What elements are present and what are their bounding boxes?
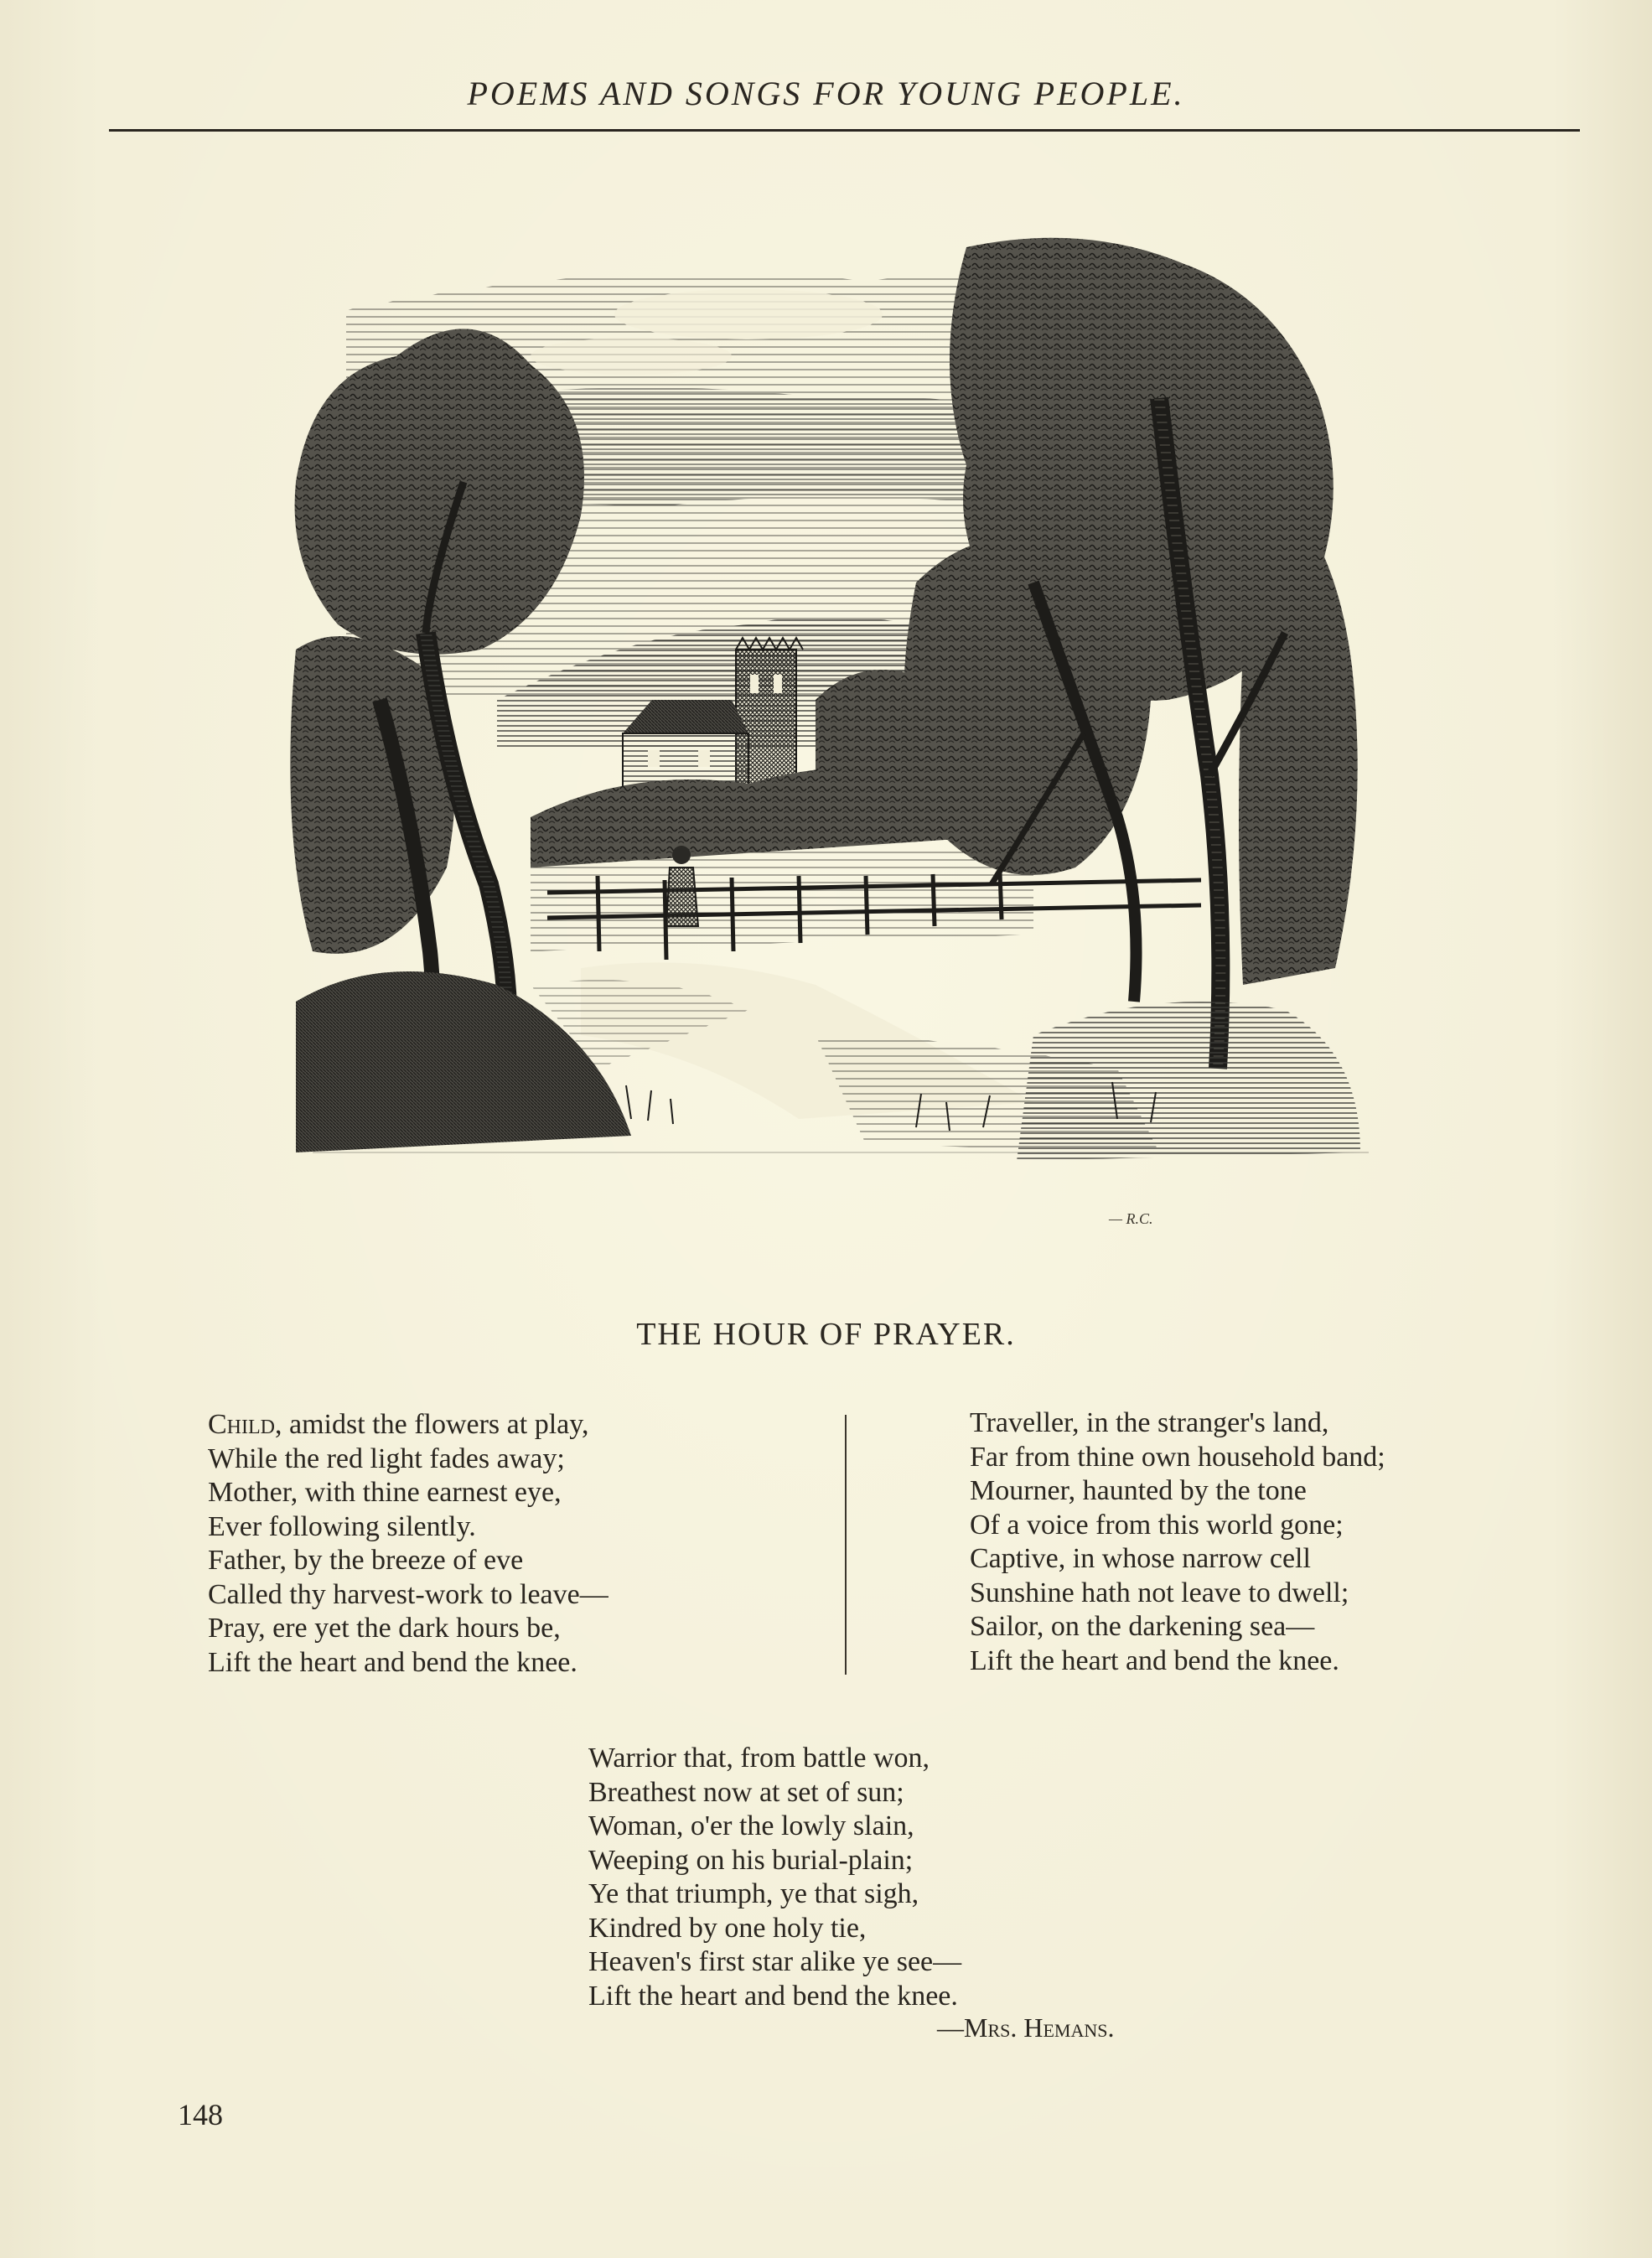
stanza-line: Sunshine hath not leave to dwell; <box>970 1577 1349 1608</box>
stanza-line: Lift the heart and bend the knee. <box>970 1644 1339 1676</box>
stanza-line: While the red light fades away; <box>208 1442 565 1474</box>
stanza-line: Mourner, haunted by the tone <box>970 1475 1307 1506</box>
drop-word: Child, <box>208 1409 282 1440</box>
header-rule <box>109 129 1580 132</box>
engraving-landscape-church-icon <box>279 230 1411 1249</box>
poem-title: THE HOUR OF PRAYER. <box>636 1317 1016 1352</box>
stanza-line: Woman, o'er the lowly slain, <box>588 1810 914 1841</box>
stanza-line: Weeping on his burial-plain; <box>588 1844 914 1876</box>
artist-mark: — R.C. <box>1109 1210 1153 1227</box>
stanza-line: Warrior that, from battle won, <box>588 1743 930 1774</box>
stanza-line: Pray, ere yet the dark hours be, <box>208 1613 561 1644</box>
page-number: 148 <box>178 2098 223 2131</box>
stanza-line: Mother, with thine earnest eye, <box>208 1477 562 1508</box>
stanza-line: Kindred by one holy tie, <box>588 1912 867 1944</box>
stanza-line: Called thy harvest-work to leave— <box>208 1578 608 1610</box>
stanza-line: Traveller, in the stranger's land, <box>970 1407 1329 1438</box>
stanza-line: Ye that triumph, ye that sigh, <box>588 1878 919 1909</box>
stanza-line: Far from thine own household band; <box>970 1441 1385 1473</box>
stanza-line: Of a voice from this world gone; <box>970 1509 1344 1541</box>
stanza-3 <box>588 1742 961 2013</box>
poem-attribution: —Mrs. Hemans. <box>937 2012 1115 2043</box>
stanza-line-rest: amidst the flowers at play, <box>282 1409 589 1440</box>
stanza-line: Father, by the breeze of eve <box>208 1545 524 1576</box>
stanza-1 <box>208 1408 608 1680</box>
column-divider <box>845 1415 847 1675</box>
stanza-line: Heaven's first star alike ye see— <box>588 1946 962 1977</box>
stanza-line <box>208 1408 608 1442</box>
running-head: POEMS AND SONGS FOR YOUNG PEOPLE. <box>467 75 1185 112</box>
stanza-line: Breathest now at set of sun; <box>588 1776 904 1808</box>
stanza-line: Lift the heart and bend the knee. <box>208 1646 577 1678</box>
stanza-line: Captive, in whose narrow cell <box>970 1543 1311 1574</box>
stanza-2 <box>970 1406 1385 1678</box>
stanza-line: Ever following silently. <box>208 1510 476 1542</box>
stanza-line: Lift the heart and bend the knee. <box>588 1980 958 2012</box>
stanza-line: Sailor, on the darkening sea— <box>970 1611 1315 1642</box>
